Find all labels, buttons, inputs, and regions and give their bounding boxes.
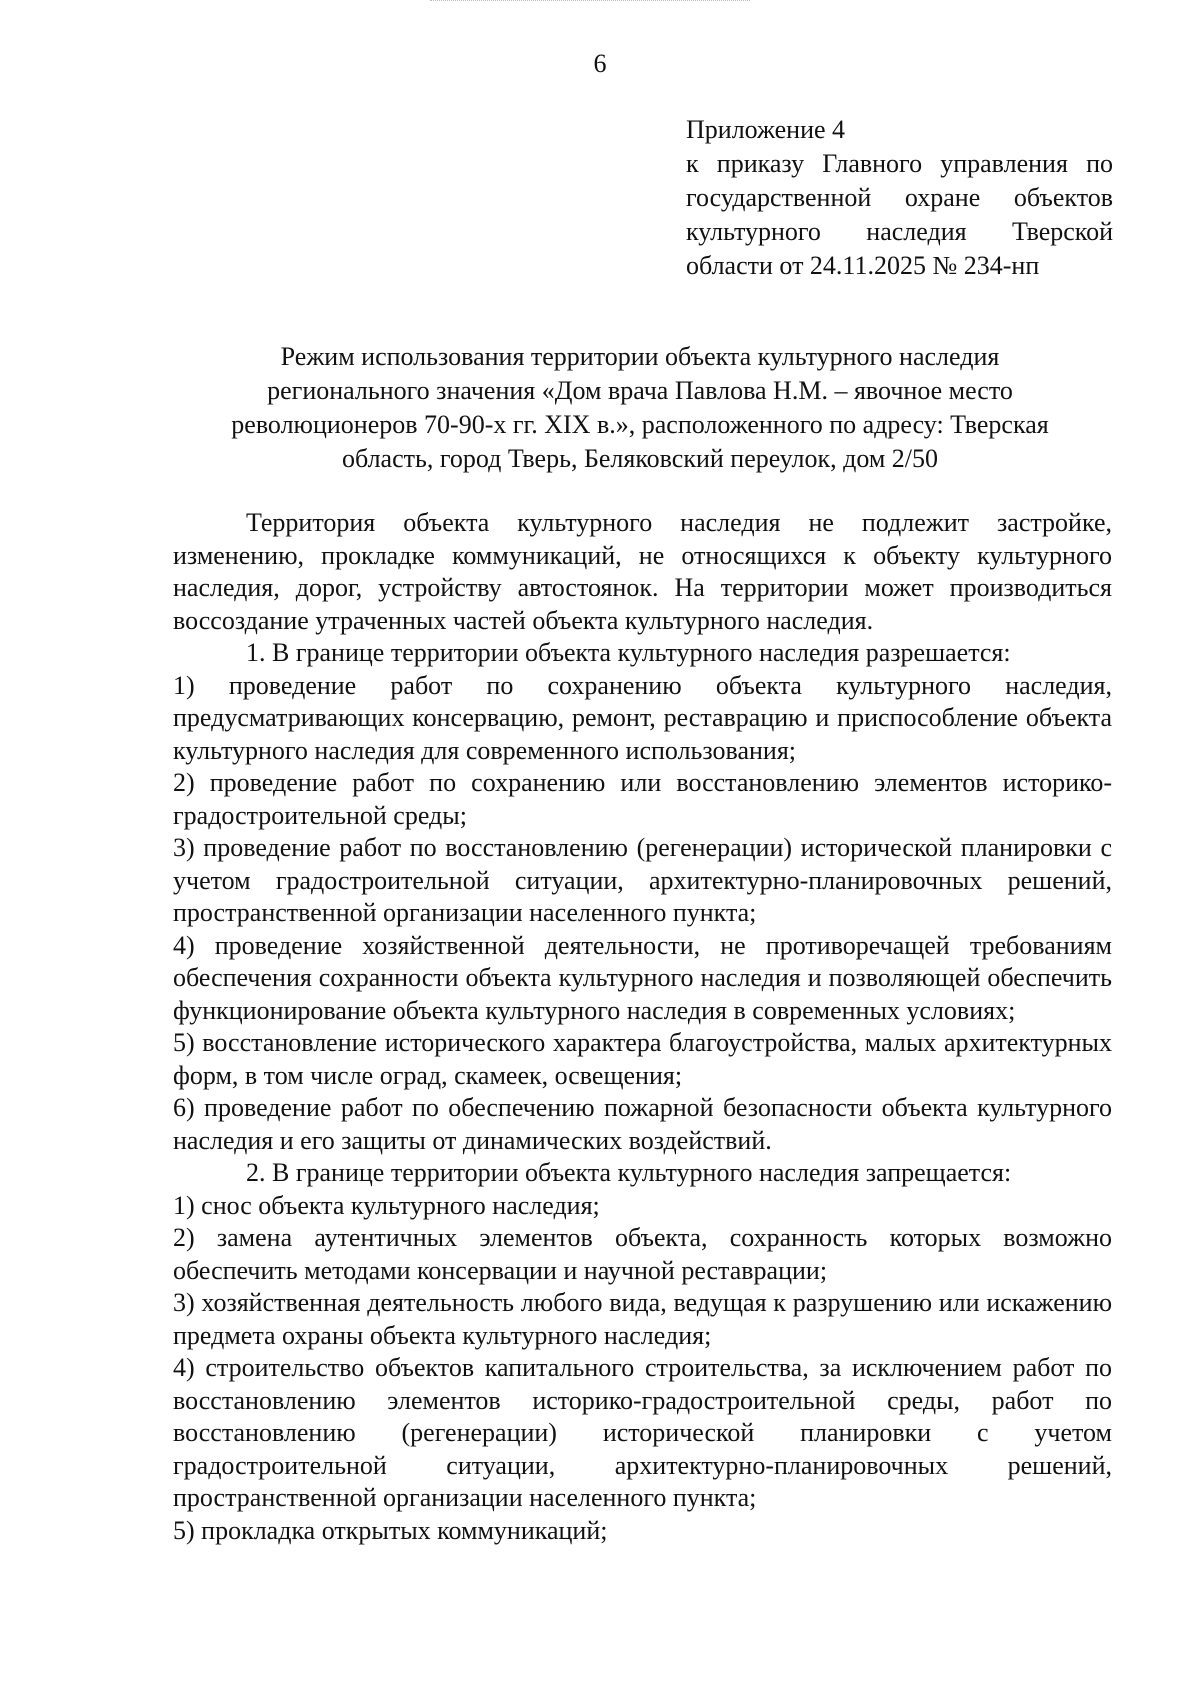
- appendix-title: Приложение 4: [686, 115, 846, 144]
- page-number: 6: [593, 49, 607, 78]
- list-item: 1) проведение работ по сохранению объекта культурного наследия, предусматривающих консервацию, ремонт, реставрацию и приспособление объекта культурного наследия для современного использования;: [173, 670, 1112, 765]
- title-line: регионального значения «Дом врача Павлова Н.М. – явочное место: [267, 376, 1013, 405]
- list-item: 5) прокладка открытых коммуникаций;: [173, 1515, 608, 1545]
- list-item: 4) проведение хозяйственной деятельности, не противоречащей требованиям обеспечения сохранности объекта культурного наследия и позволяющей обеспечить функционирование объекта культурного наследия в современных условиях;: [173, 930, 1112, 1025]
- list-item: 2) проведение работ по сохранению или восстановлению элементов историко-градостроительной среды;: [173, 768, 1112, 830]
- list-item: 5) восстановление исторического характера благоустройства, малых архитектурных форм, в том числе оград, скамеек, освещения;: [173, 1028, 1112, 1090]
- list-item: 3) проведение работ по восстановлению (регенерации) исторической планировки с учетом градостроительной ситуации, архитектурно-планировочных решений, пространственной организации населенного пункта;: [173, 833, 1112, 927]
- document-title: [160, 340, 1120, 476]
- list-item: 3) хозяйственная деятельность любого вида, ведущая к разрушению или искажению предмета охраны объекта культурного наследия;: [173, 1288, 1112, 1350]
- list-item: 2) замена аутентичных элементов объекта, сохранность которых возможно обеспечить методами консервации и научной реставрации;: [173, 1223, 1112, 1285]
- appendix-line: к приказу Главного управления по: [686, 149, 1113, 178]
- section-heading: 2. В границе территории объекта культурного наследия запрещается:: [246, 1158, 1012, 1187]
- document-body: [173, 507, 1112, 1547]
- list-item: 6) проведение работ по обеспечению пожарной безопасности объекта культурного наследия и его защиты от динамических воздействий.: [173, 1093, 1112, 1155]
- appendix-header: [686, 113, 1113, 283]
- scan-artifact: [430, 0, 750, 7]
- title-line: область, город Тверь, Беляковский переулок, дом 2/50: [341, 444, 939, 473]
- title-line: революционеров 70-90-х гг. XIX в.», расположенного по адресу: Тверская: [231, 410, 1049, 439]
- section-heading: 1. В границе территории объекта культурного наследия разрешается:: [246, 638, 1011, 667]
- appendix-line: государственной охране объектов: [686, 183, 1113, 212]
- list-item: 4) строительство объектов капитального строительства, за исключением работ по восстановлению элементов историко-градостроительной среды, работ по восстановлению (регенерации) исторической планировки с учетом градостроительной ситуации, архитектурно-планировочных решений, пространственной организации населенного пункта;: [173, 1353, 1112, 1512]
- list-item: 1) снос объекта культурного наследия;: [173, 1190, 600, 1220]
- appendix-line: культурного наследия Тверской: [686, 217, 1113, 246]
- intro-paragraph: Территория объекта культурного наследия не подлежит застройке, изменению, прокладке коммуникаций, не относящихся к объекту культурного наследия, дорог, устройству автостоянок. На территории может производиться воссоздание утраченных частей объекта культурного наследия.: [173, 508, 1112, 635]
- title-line: Режим использования территории объекта культурного наследия: [280, 342, 1000, 371]
- appendix-line: области от 24.11.2025 № 234-нп: [686, 251, 1040, 280]
